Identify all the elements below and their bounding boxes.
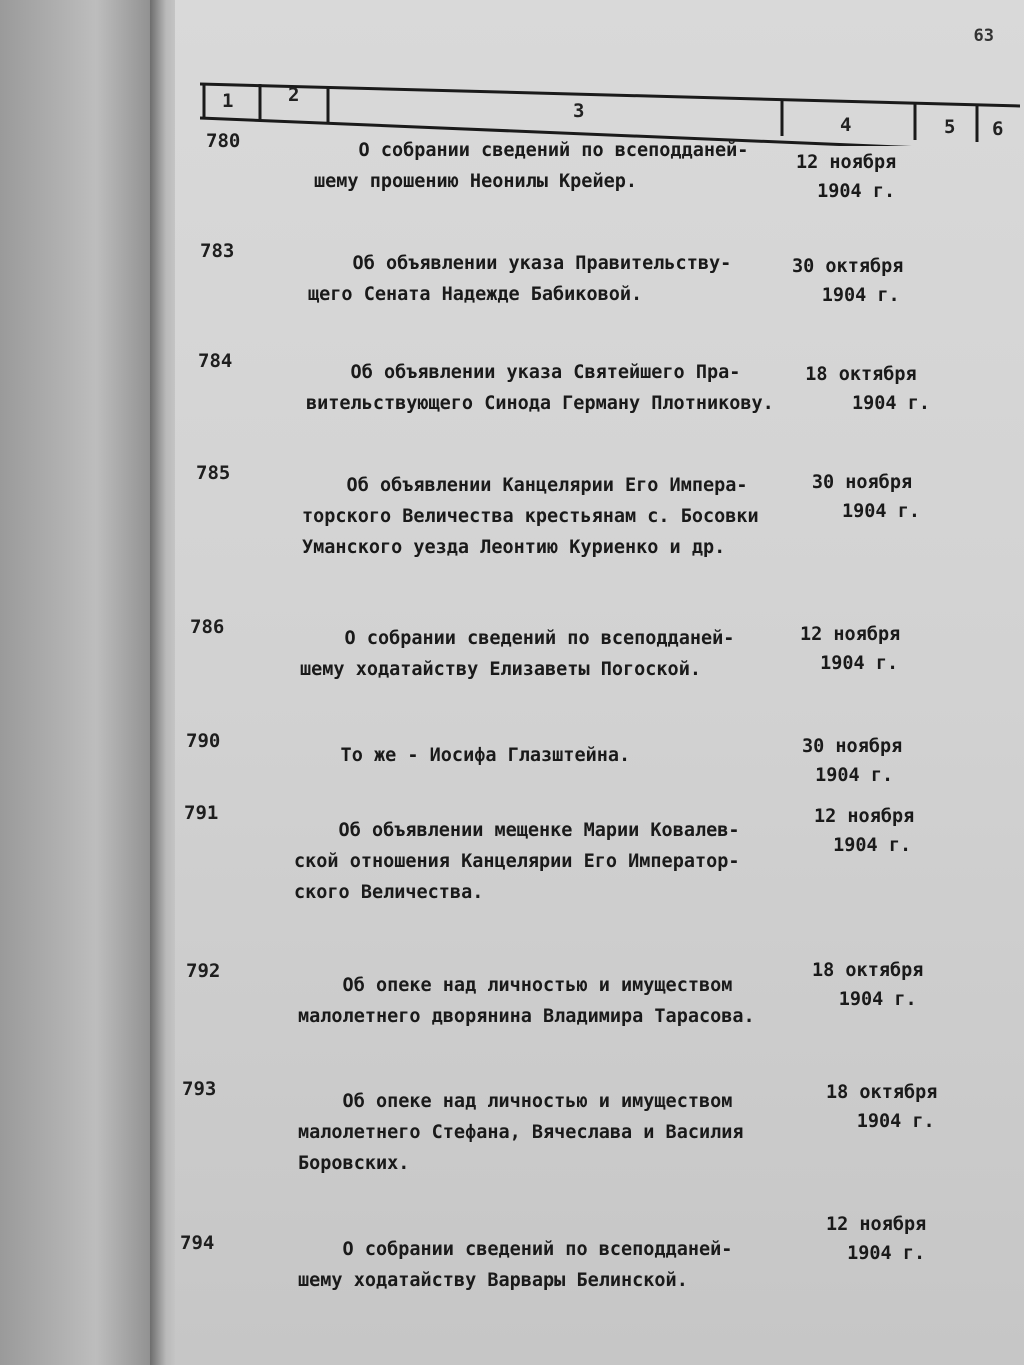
entry-number: 786 bbox=[190, 616, 225, 638]
desc-line: О собрании сведений по всеподданей- bbox=[298, 1239, 733, 1260]
date-line: 12 ноября bbox=[814, 806, 915, 827]
date-year: 1904 г. bbox=[821, 285, 900, 306]
desc-line: торского Величества крестьянам с. Босовки bbox=[302, 506, 759, 527]
desc-line: Об опеке над личностью и имуществом bbox=[298, 1091, 733, 1112]
entry-description bbox=[298, 1086, 744, 1179]
desc-line: О собрании сведений по всеподданей- bbox=[314, 140, 749, 161]
entry-description bbox=[296, 740, 630, 771]
entry-number: 790 bbox=[186, 730, 221, 752]
desc-line: Об объявлении Канцелярии Его Импера- bbox=[302, 475, 748, 496]
entry-description bbox=[294, 815, 740, 908]
entry-date bbox=[792, 252, 903, 310]
date-year: 1904 г. bbox=[833, 835, 912, 856]
entry-number: 793 bbox=[182, 1078, 217, 1100]
entry-date bbox=[814, 802, 914, 860]
date-line: 30 октября bbox=[792, 256, 904, 277]
desc-line: О собрании сведений по всеподданей- bbox=[300, 628, 735, 649]
entry-description bbox=[314, 135, 748, 197]
date-year: 1904 г. bbox=[856, 1111, 935, 1132]
entry-date bbox=[800, 620, 900, 678]
desc-line: Об объявлении мещенке Марии Ковалев- bbox=[294, 820, 740, 841]
page-number: 63 bbox=[973, 26, 994, 46]
desc-line: шему прошению Неонилы Крейер. bbox=[314, 171, 638, 192]
entry-description bbox=[306, 357, 774, 419]
entry-number: 794 bbox=[180, 1232, 215, 1254]
desc-line: малолетнего дворянина Владимира Тарасова. bbox=[298, 1006, 755, 1027]
entry-description bbox=[302, 470, 759, 563]
date-year: 1904 г. bbox=[838, 989, 917, 1010]
entry-number: 791 bbox=[184, 802, 219, 824]
desc-line: вительствующего Синода Герману Плотникову. bbox=[306, 393, 774, 414]
entry-description bbox=[308, 248, 731, 310]
left-page-edge bbox=[0, 0, 160, 1365]
entry-date bbox=[796, 148, 896, 206]
header-col-1: 1 bbox=[222, 90, 234, 112]
desc-line: ского Величества. bbox=[294, 882, 484, 903]
date-year: 1904 г. bbox=[815, 765, 894, 786]
desc-line: Об объявлении указа Святейшего Пра- bbox=[306, 362, 741, 383]
desc-line: щего Сената Надежде Бабиковой. bbox=[308, 284, 643, 305]
entry-date bbox=[802, 732, 902, 790]
header-col-5: 5 bbox=[944, 116, 956, 138]
header-col-4: 4 bbox=[840, 114, 852, 136]
date-year: 1904 г. bbox=[820, 653, 899, 674]
header-col-6: 6 bbox=[992, 118, 1004, 140]
entry-date bbox=[826, 1210, 926, 1268]
desc-line: То же - Иосифа Глазштейна. bbox=[296, 745, 631, 766]
desc-line: Об опеке над личностью и имуществом bbox=[298, 975, 733, 996]
entry-number: 783 bbox=[200, 240, 235, 262]
date-line: 30 ноября bbox=[811, 472, 913, 493]
header-col-2: 2 bbox=[288, 84, 300, 106]
date-line: 18 октября bbox=[805, 364, 917, 385]
desc-line: Об объявлении указа Правительству- bbox=[308, 253, 732, 274]
desc-line: шему ходатайству Варвары Белинской. bbox=[298, 1270, 688, 1291]
entry-description bbox=[298, 970, 755, 1032]
entry-number: 784 bbox=[198, 350, 233, 372]
date-line: 18 октября bbox=[826, 1082, 938, 1103]
date-line: 12 ноября bbox=[826, 1214, 927, 1235]
desc-line: ской отношения Канцелярии Его Император- bbox=[294, 851, 740, 872]
date-year: 1904 г. bbox=[817, 181, 896, 202]
entry-description bbox=[300, 623, 734, 685]
date-line: 12 ноября bbox=[800, 624, 901, 645]
date-line: 30 ноября bbox=[802, 736, 903, 757]
date-year: 1904 г. bbox=[847, 1243, 926, 1264]
desc-line: шему ходатайству Елизаветы Погоской. bbox=[300, 659, 701, 680]
entry-description bbox=[298, 1234, 732, 1296]
entry-number: 785 bbox=[196, 462, 231, 484]
entry-date bbox=[812, 956, 923, 1014]
entry-number: 792 bbox=[186, 960, 221, 982]
date-year: 1904 г. bbox=[852, 393, 930, 414]
desc-line: малолетнего Стефана, Вячеслава и Василия bbox=[298, 1122, 744, 1143]
date-line: 18 октября bbox=[812, 960, 924, 981]
date-year: 1904 г. bbox=[842, 501, 920, 522]
entry-number: 780 bbox=[206, 130, 241, 152]
desc-line: Боровских. bbox=[298, 1153, 410, 1174]
entry-date bbox=[826, 1078, 937, 1136]
desc-line: Уманского уезда Леонтию Куриенко и др. bbox=[302, 537, 726, 558]
entry-date bbox=[804, 468, 920, 526]
entry-date bbox=[792, 360, 930, 418]
date-line: 12 ноября bbox=[796, 152, 897, 173]
header-col-3: 3 bbox=[573, 100, 585, 122]
